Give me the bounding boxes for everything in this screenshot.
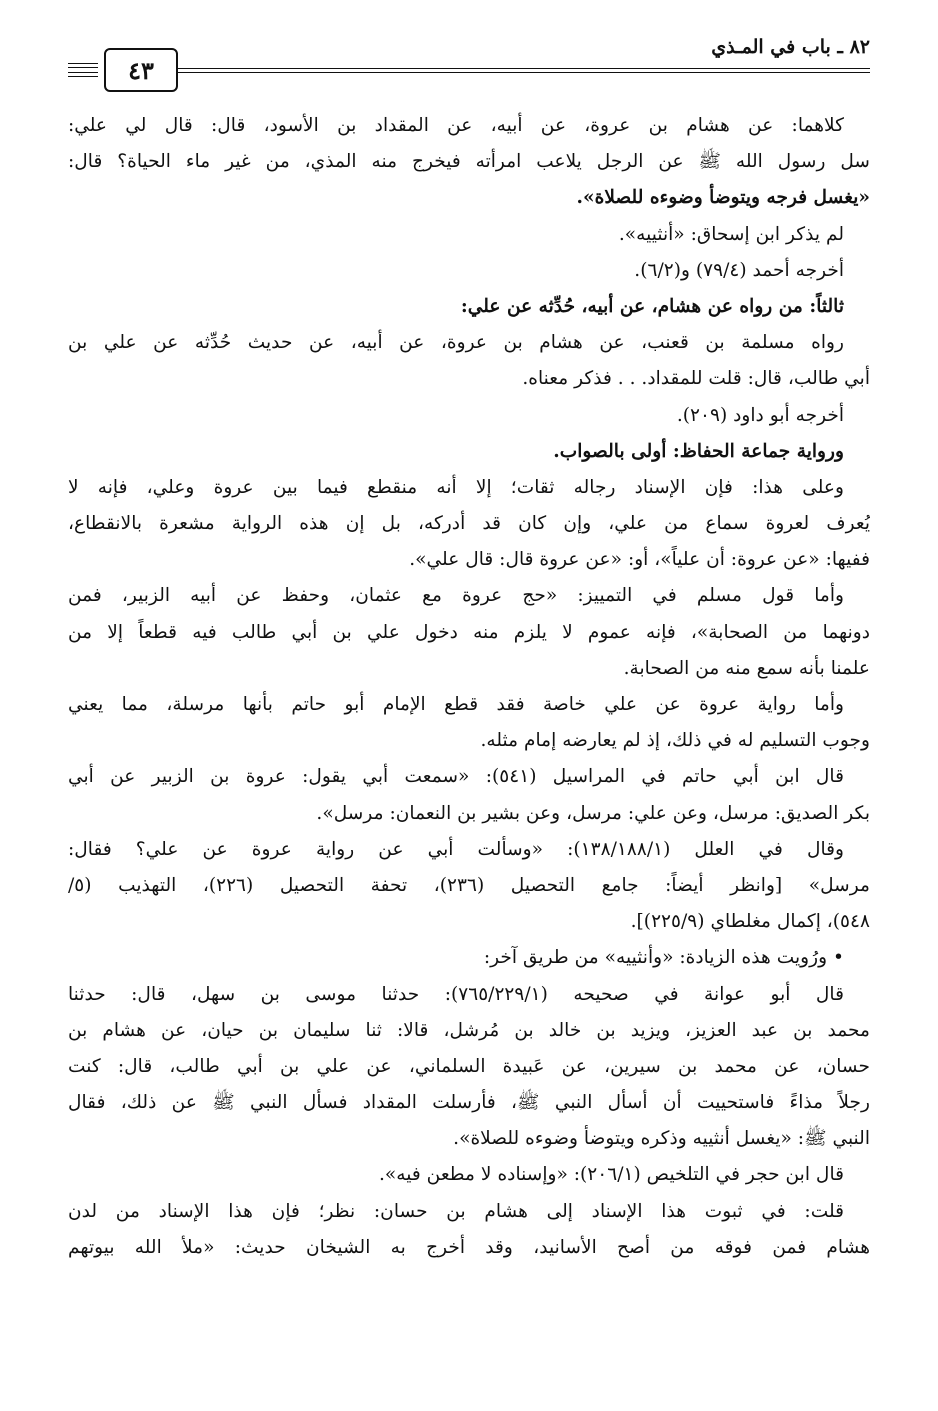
text-line: سل رسول الله ﷺ عن الرجل يلاعب امرأته فيخرج منه المذي، من غير ماء الحياة؟ قال: <box>68 151 870 173</box>
text-line: ورواية جماعة الحفاظ: أولى بالصواب. <box>553 440 844 462</box>
chapter-title: ٨٢ ـ باب في المـذي <box>711 36 870 58</box>
text-line: مرسل» [وانظر أيضاً: جامع التحصيل (٢٣٦)، تحفة التحصيل (٢٢٦)، التهذيب (٥/ <box>68 874 870 896</box>
text-line: رجلاً مذاءً فاستحييت أن أسأل النبي ﷺ، فأرسلت المقداد فسأل النبي ﷺ عن ذلك، فقال <box>68 1092 870 1114</box>
text-line: هشام فمن فوقه من أصح الأسانيد، وقد أخرج به الشيخان حديث: «ملأ الله بيوتهم <box>68 1236 870 1258</box>
text-line: أخرجه أحمد (٧٩/٤) و(٦/٢). <box>634 259 844 281</box>
page-header <box>68 34 870 86</box>
text-line: «يغسل فرجه ويتوضأ وضوءه للصلاة». <box>576 187 870 209</box>
text-line: دونهما من الصحابة»، فإنه عموم لا يلزم منه دخول علي بن أبي طالب فيه قطعاً إلا من <box>68 621 870 643</box>
page-number: ٤٣ <box>128 55 154 85</box>
section-heading: ثالثاً: من رواه عن هشام، عن أبيه، حُدِّثه عن علي: <box>460 295 844 317</box>
text-line: النبي ﷺ: «يغسل أنثييه وذكره ويتوضأ وضوءه للصلاة». <box>453 1128 870 1150</box>
header-rule <box>178 68 870 73</box>
text-line: علمنا بأنه سمع منه من الصحابة. <box>623 657 870 679</box>
text-line: يُعرف لعروة سماع من علي، وإن كان قد أدركه، بل إن هذه الرواية مشعرة بالانقطاع، <box>68 513 870 535</box>
text-line: كلاهما: عن هشام بن عروة، عن أبيه، عن المقداد بن الأسود، قال: قال لي علي: <box>68 115 844 136</box>
text-line: لم يذكر ابن إسحاق: «أنثييه». <box>618 223 844 245</box>
header-rule-left-top <box>68 63 98 68</box>
text-line: قال ابن أبي حاتم في المراسيل (٥٤١): «سمعت أبي يقول: عروة بن الزبير عن أبي <box>68 766 844 788</box>
text-line: وأما رواية عروة عن علي خاصة فقد قطع الإمام أبو حاتم بأنها مرسلة، مما يعني <box>68 694 844 715</box>
text-line: أبي طالب، قال: قلت للمقداد. . . فذكر معناه. <box>522 368 870 390</box>
text-line: وجوب التسليم له في ذلك، إذ لم يعارضه إمام مثله. <box>480 730 870 752</box>
text-line: بكر الصديق: مرسل، وعن علي: مرسل، وعن بشير بن النعمان: مرسل». <box>316 802 870 824</box>
text-line: قال ابن حجر في التلخيص (٢٠٦/١): «وإسناده لا مطعن فيه». <box>379 1164 844 1186</box>
text-line: قال أبو عوانة في صحيحه (٧٦٥/٢٢٩/١): حدثنا موسى بن سهل، قال: حدثنا <box>68 983 844 1005</box>
text-line: • ورُويت هذه الزيادة: «وأنثييه» من طريق آخر: <box>483 947 844 969</box>
text-line: أخرجه أبو داود (٢٠٩). <box>676 404 844 426</box>
header-rule-left-bottom <box>68 72 98 77</box>
page-body <box>68 108 870 1266</box>
text-line: ففيها: «عن عروة: أن علياً»، أو: «عن عروة قال: قال علي». <box>409 549 870 571</box>
book-page <box>68 0 870 1411</box>
text-line: وأما قول مسلم في التمييز: «حج عروة مع عثمان، وحفظ عن أبيه الزبير، فمن <box>68 585 844 607</box>
text-line: محمد بن عبد العزيز، ويزيد بن خالد بن مُرشل، قالا: ثنا سليمان بن حيان، عن هشام بن <box>68 1019 870 1041</box>
text-line: وعلى هذا: فإن الإسناد رجاله ثقات؛ إلا أنه منقطع فيما بين عروة وعلي، فإنه لا <box>68 476 844 498</box>
text-line: ٥٤٨)، إكمال مغلطاي (٢٢٥/٩)]. <box>630 911 870 933</box>
text-line: قلت: في ثبوت هذا الإسناد إلى هشام بن حسان: نظر؛ فإن هذا الإسناد من لدن <box>68 1200 844 1222</box>
text-line: رواه مسلمة بن قعنب، عن هشام بن عروة، عن أبيه، عن حديث حُدِّثه عن علي بن <box>68 332 844 354</box>
page-number-box <box>104 48 178 92</box>
text-line: وقال في العلل (١٣٨/١٨٨/١): «وسألت أبي عن رواية عروة عن علي؟ فقال: <box>68 838 845 860</box>
text-line: حسان، عن محمد بن سيرين، عن عَبيدة السلماني، عن علي بن أبي طالب، قال: كنت <box>68 1055 870 1077</box>
